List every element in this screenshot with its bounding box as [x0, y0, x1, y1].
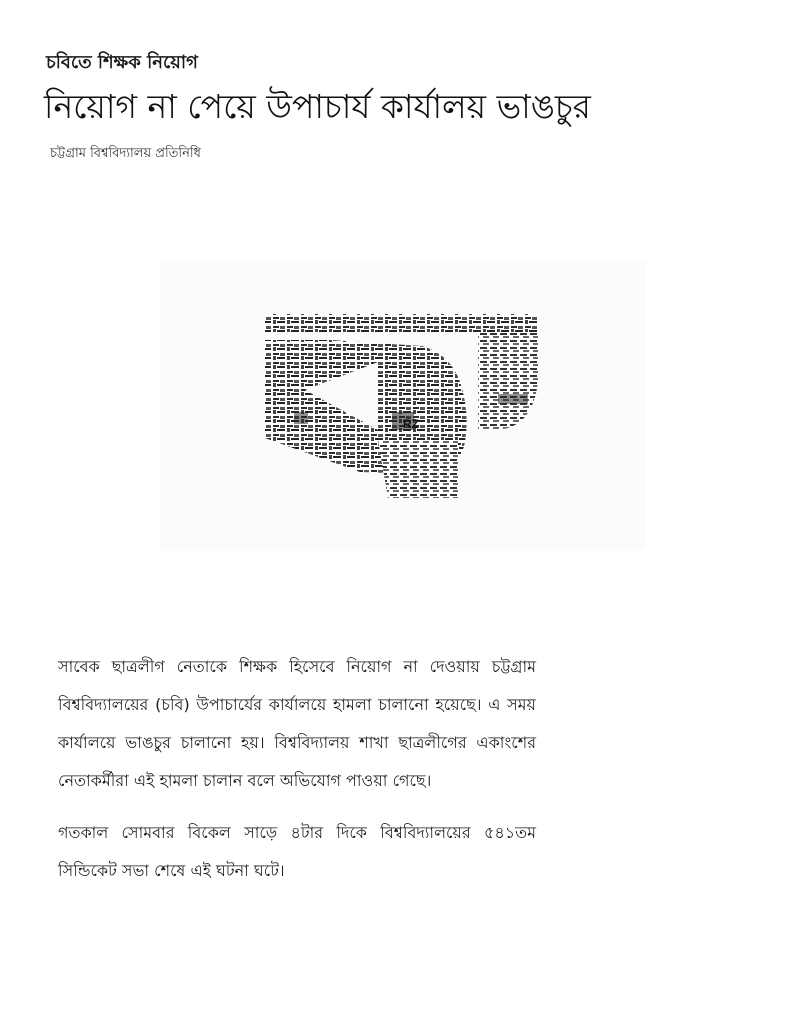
article-paragraph: গতকাল সোমবার বিকেল সাড়ে ৪টার দিকে বিশ্ববিদ্যালয়ের ৫৪১তম সিন্ডিকেট সভা শেষে এই ঘটনা ঘটে।	[58, 823, 536, 880]
article-byline: চট্টগ্রাম বিশ্ববিদ্যালয় প্রতিনিধি	[50, 146, 201, 161]
logo-text: RZ	[403, 417, 419, 431]
article-headline: নিয়োগ না পেয়ে উপাচার্য কার্যালয় ভাঙচুর	[44, 87, 591, 126]
article-body	[58, 648, 536, 904]
article-paragraph: সাবেক ছাত্রলীগ নেতাকে শিক্ষক হিসেবে নিয়োগ না দেওয়ায় চট্টগ্রাম বিশ্ববিদ্যালয়ের (চবি) উপাচার্যের কার্যালয়ে হামলা চালানো হয়েছে। এ সময় কার্যালয়ে ভাঙচুর চালানো হয়। বিশ্ববিদ্যালয় শাখা ছাত্রলীগের একাংশের নেতাকর্মীরা এই হামলা চালান বলে অভিযোগ পাওয়া গেছে।	[58, 657, 536, 790]
logo-mosaic-icon	[160, 262, 645, 550]
article-figure	[160, 262, 645, 550]
article-kicker: চবিতে শিক্ষক নিয়োগ	[46, 52, 198, 73]
